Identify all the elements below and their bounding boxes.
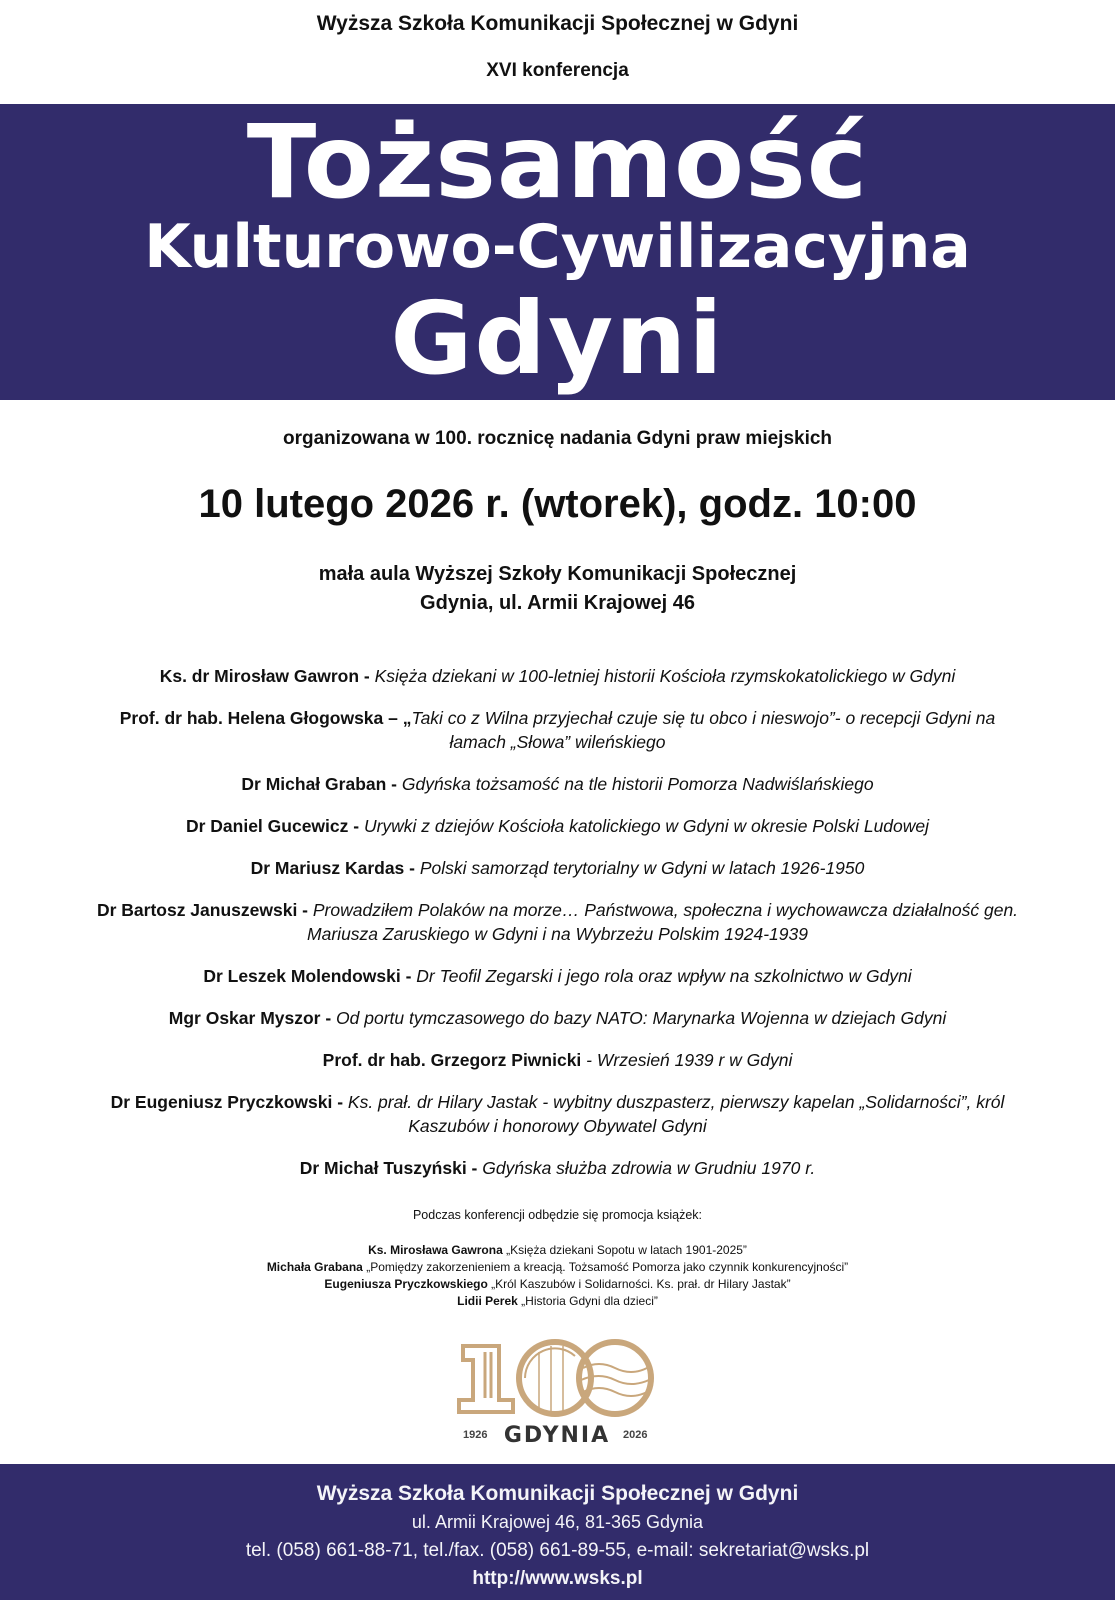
talk-item: [60, 964, 1055, 988]
logo-city: GDYNIA: [503, 1423, 611, 1448]
talk-title: Gdyńska służba zdrowia w Grudniu 1970 r.: [482, 1158, 816, 1178]
title-line-2: Kulturowo-Cywilizacyjna: [144, 212, 971, 282]
talk-item: [60, 814, 1055, 838]
book-title: „Księża dziekani Sopotu w latach 1901-2025”: [502, 1243, 747, 1257]
talk-item: [60, 706, 1055, 754]
talk-item: [60, 898, 1055, 946]
talk-item: [60, 856, 1055, 880]
logo-year-start: 1926: [463, 1429, 488, 1441]
talk-item: [60, 664, 1055, 688]
talk-title: Gdyńska tożsamość na tle historii Pomorza Nadwiślańskiego: [401, 774, 874, 794]
footer-contact: tel. (058) 661-88-71, tel./fax. (058) 661-89-55, e-mail: sekretariat@wsks.pl: [245, 1540, 870, 1561]
institution-name: Wyższa Szkoła Komunikacji Społecznej w Gdyni: [316, 12, 799, 35]
talk-title: Taki co z Wilna przyjechał czuje się tu obco i nieswojo”- o recepcji Gdyni na łamach „Słowa” wileńskiego: [411, 708, 996, 752]
talk-speaker: Dr Bartosz Januszewski -: [96, 900, 313, 920]
talk-speaker: Dr Michał Tuszyński -: [299, 1158, 483, 1178]
occasion-text: organizowana w 100. rocznicę nadania Gdyni praw miejskich: [282, 428, 833, 449]
conference-number: XVI konferencja: [486, 60, 629, 81]
book-item: [0, 1259, 1115, 1276]
talks-list: [60, 664, 1055, 1198]
talk-title: Polski samorząd terytorialny w Gdyni w latach 1926-1950: [419, 858, 865, 878]
footer-address: ul. Armii Krajowej 46, 81-365 Gdynia: [411, 1512, 704, 1532]
talk-speaker: Prof. dr hab. Grzegorz Piwnicki: [322, 1050, 587, 1070]
book-title: „Król Kaszubów i Solidarności. Ks. prał. dr Hilary Jastak”: [487, 1277, 791, 1291]
book-author: Ks. Mirosława Gawrona: [368, 1243, 503, 1257]
talk-item: [60, 1090, 1055, 1138]
venue: [0, 560, 1115, 618]
talk-speaker: Dr Michał Graban -: [241, 774, 402, 794]
talk-title: Księża dziekani w 100-letniej historii Kościoła rzymskokatolickiego w Gdyni: [374, 666, 956, 686]
talk-speaker: Prof. dr hab. Helena Głogowska – „: [119, 708, 412, 728]
title-line-1: Tożsamość: [246, 103, 869, 222]
talk-title: Dr Teofil Zegarski i jego rola oraz wpływ na szkolnictwo w Gdyni: [416, 966, 912, 986]
book-author: Lidii Perek: [457, 1294, 518, 1308]
talk-item: [60, 1006, 1055, 1030]
talk-speaker: Dr Daniel Gucewicz -: [185, 816, 364, 836]
book-item: [0, 1293, 1115, 1310]
book-author: Michała Grabana: [266, 1260, 363, 1274]
talk-title: Ks. prał. dr Hilary Jastak - wybitny duszpasterz, pierwszy kapelan „Solidarności”, król Kaszubów i honorowy Obywatel Gdyni: [347, 1092, 1005, 1136]
talk-title: Urywki z dziejów Kościoła katolickiego w Gdyni w okresie Polski Ludowej: [363, 816, 930, 836]
gdynia-100-logo: [455, 1338, 660, 1448]
talk-title: Prowadziłem Polaków na morze… Państwowa, społeczna i wychowawcza działalność gen. Mariusza Zaruskiego w Gdyni i na Wybrzeżu Polskim 1924-1939: [307, 900, 1019, 944]
book-item: [0, 1242, 1115, 1259]
talk-speaker: Ks. dr Mirosław Gawron -: [159, 666, 375, 686]
title-line-3: Gdyni: [390, 280, 725, 397]
talk-speaker: Dr Eugeniusz Pryczkowski -: [110, 1092, 348, 1112]
footer-url[interactable]: http://www.wsks.pl: [472, 1568, 643, 1589]
talk-item: [60, 1156, 1055, 1180]
venue-line-2: Gdynia, ul. Armii Krajowej 46: [420, 592, 695, 614]
footer-institution: Wyższa Szkoła Komunikacji Społecznej w Gdyni: [316, 1482, 799, 1505]
logo-year-end: 2026: [623, 1429, 648, 1441]
talk-title: Od portu tymczasowego do bazy NATO: Marynarka Wojenna w dziejach Gdyni: [336, 1008, 947, 1028]
talk-title: - Wrzesień 1939 r w Gdyni: [586, 1050, 793, 1070]
event-date: 10 lutego 2026 r. (wtorek), godz. 10:00: [198, 482, 917, 526]
footer: [0, 1464, 1115, 1600]
book-item: [0, 1276, 1115, 1293]
gdynia-100-logo-graphic: [455, 1338, 660, 1448]
promotion-books: [0, 1242, 1115, 1310]
talk-item: [60, 772, 1055, 796]
talk-speaker: Mgr Oskar Myszor -: [168, 1008, 337, 1028]
promotion-intro: Podczas konferencji odbędzie się promocja książek:: [412, 1208, 703, 1222]
book-title: „Pomiędzy zakorzenieniem a kreacją. Tożsamość Pomorza jako czynnik konkurencyjności”: [362, 1260, 849, 1274]
talk-item: [60, 1048, 1055, 1072]
talk-speaker: Dr Mariusz Kardas -: [250, 858, 420, 878]
venue-line-1: mała aula Wyższej Szkoły Komunikacji Społecznej: [318, 563, 797, 585]
title-banner: [0, 104, 1115, 400]
book-title: „Historia Gdyni dla dzieci”: [517, 1294, 658, 1308]
book-author: Eugeniusza Pryczkowskiego: [324, 1277, 488, 1291]
talk-speaker: Dr Leszek Molendowski -: [203, 966, 417, 986]
